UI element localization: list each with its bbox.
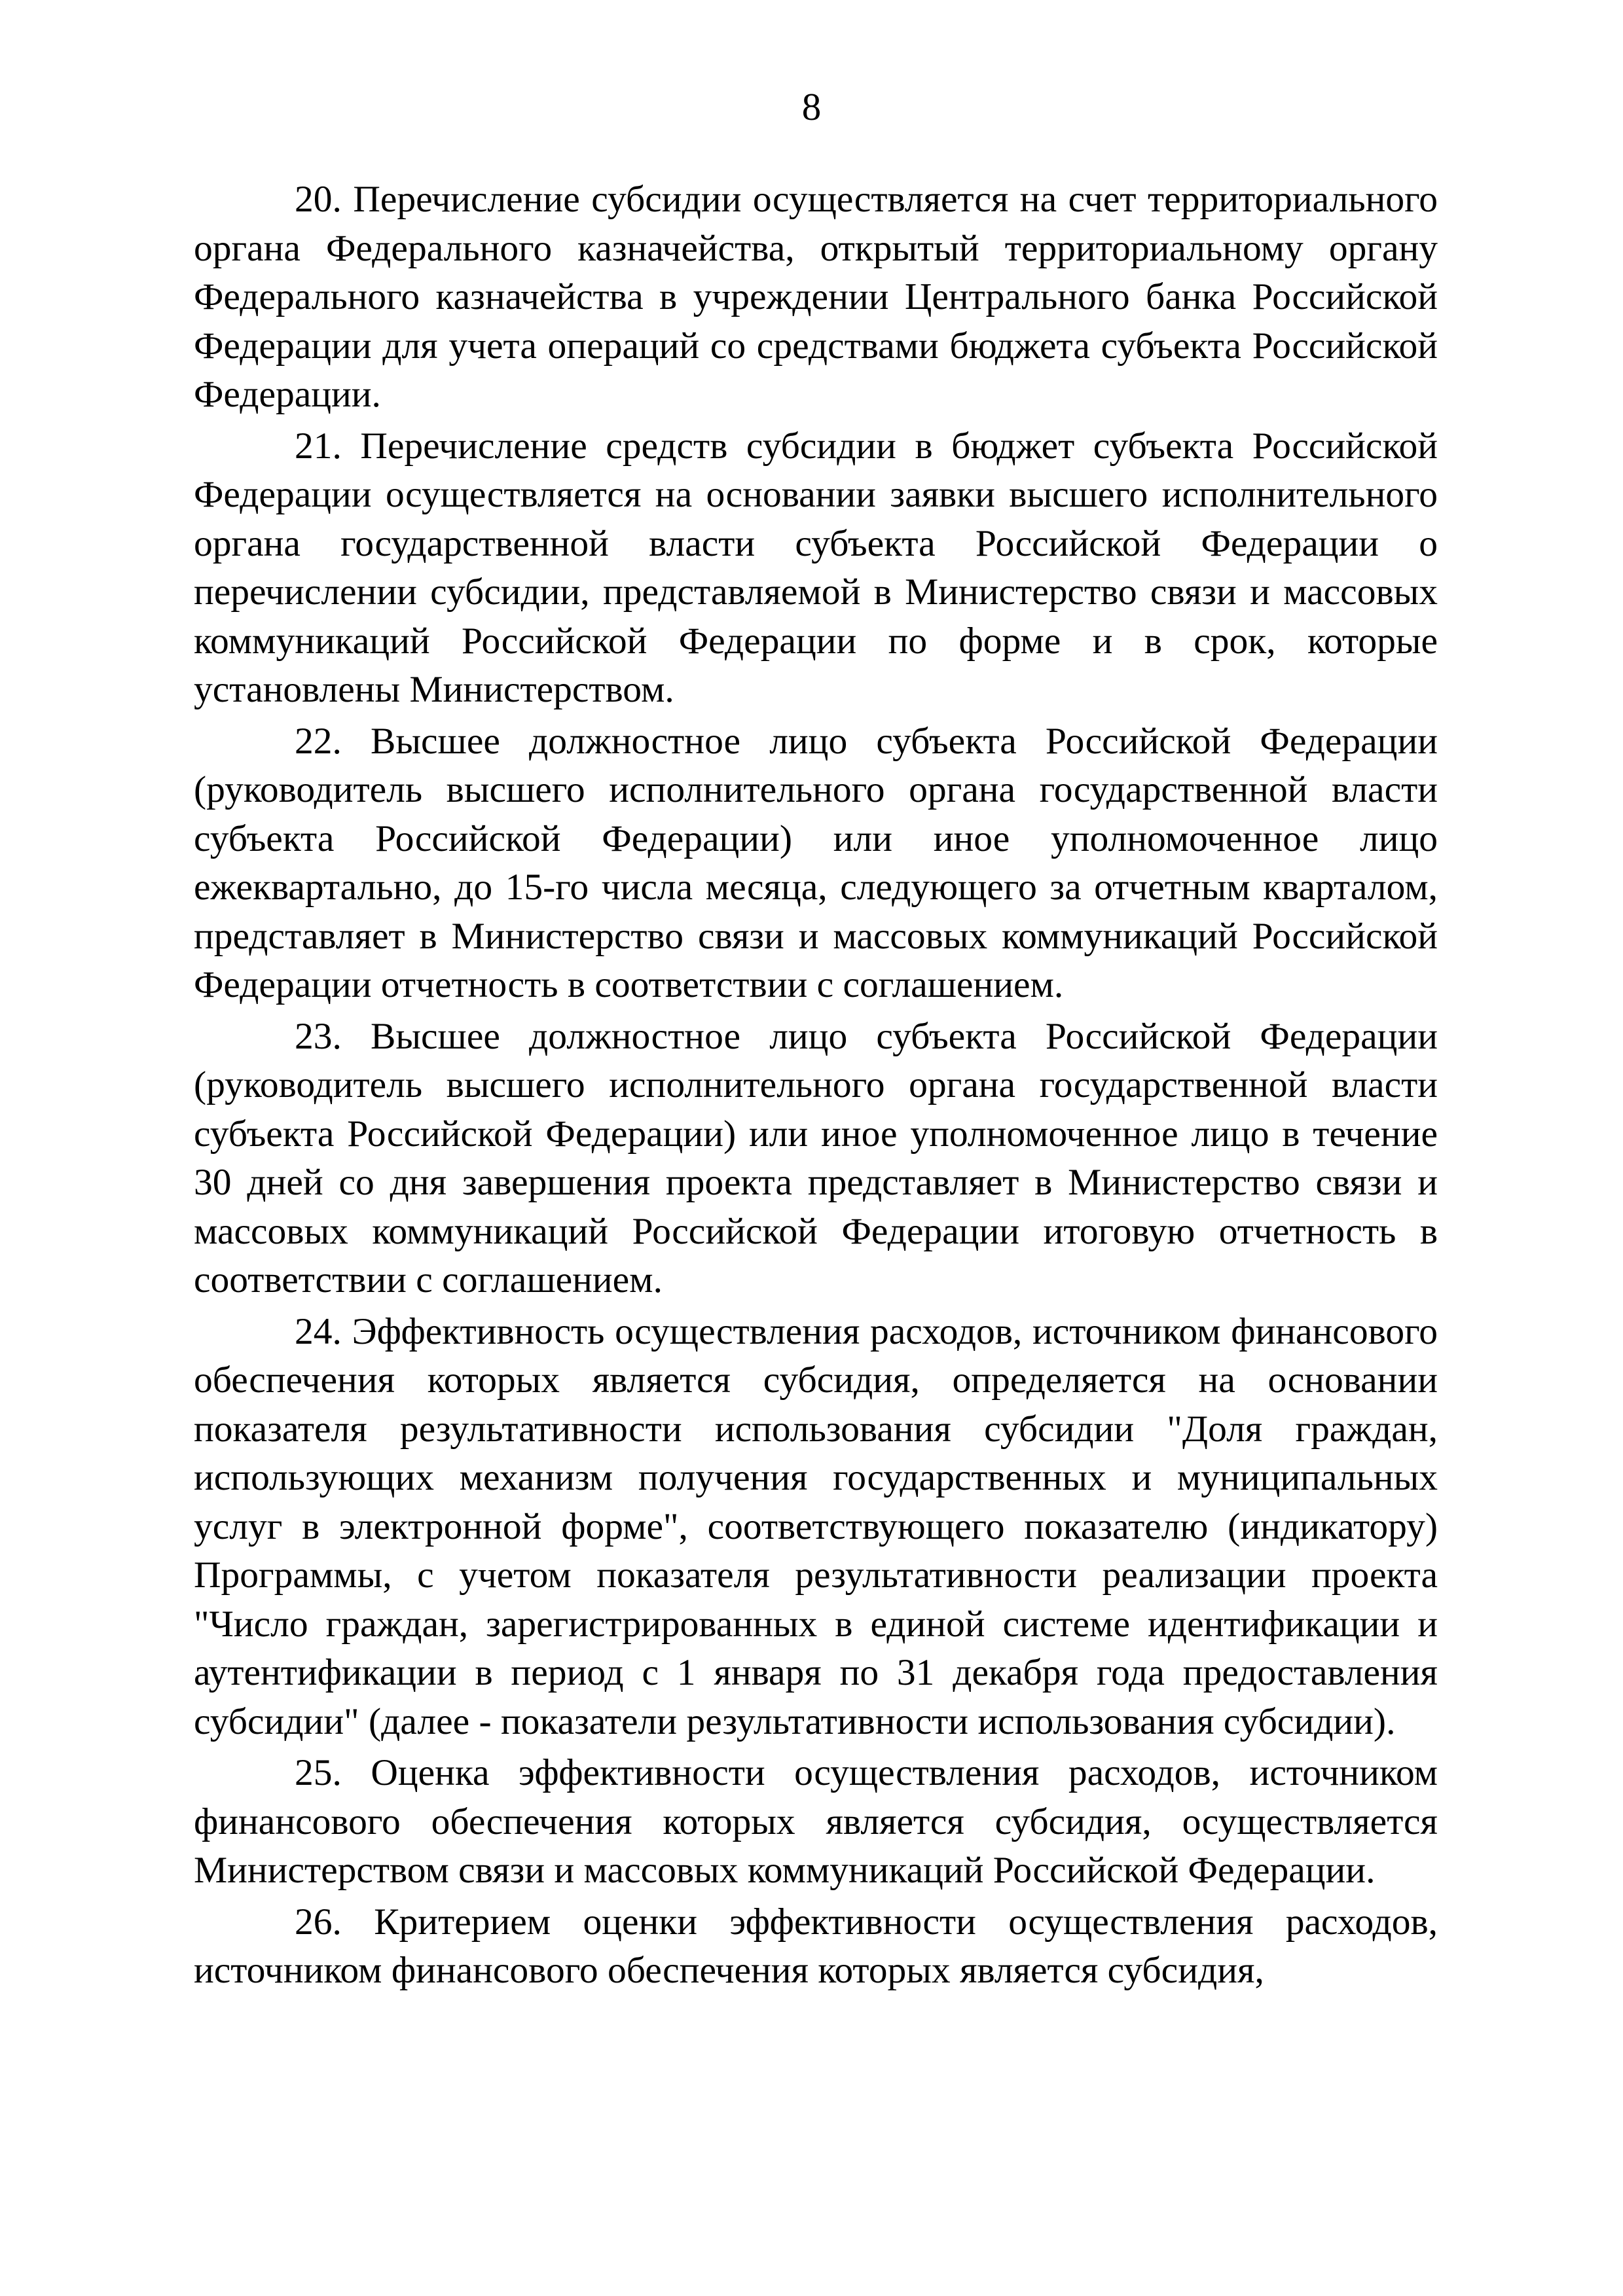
document-body bbox=[194, 175, 1438, 1998]
paragraph-23: 23. Высшее должностное лицо субъекта Российской Федерации (руководитель высшего исполнительного органа государственной власти субъекта Российской Федерации) или иное уполномоченное лицо в течение 30 дней со дня завершения проекта представляет в Министерство связи и массовых коммуникаций Российской Федерации итоговую отчетность в соответствии с соглашением. bbox=[194, 1015, 1438, 1300]
paragraph-26: 26. Критерием оценки эффективности осуществления расходов, источником финансового обеспечения которых является субсидия, bbox=[194, 1901, 1438, 1991]
page-number: 8 bbox=[801, 85, 822, 128]
paragraph-24: 24. Эффективность осуществления расходов, источником финансового обеспечения которых является субсидия, определяется на основании показателя результативности использования субсидии "Доля граждан, использующих механизм получения государственных и муниципальных услуг в электронной форме", соответствующего показателю (индикатору) Программы, с учетом показателя результативности реализации проекта "Число граждан, зарегистрированных в единой системе идентификации и аутентификации в период с 1 января по 31 декабря года предоставления субсидии" (далее - показатели результативности использования субсидии). bbox=[194, 1310, 1438, 1742]
paragraph-22: 22. Высшее должностное лицо субъекта Российской Федерации (руководитель высшего исполнительного органа государственной власти субъекта Российской Федерации) или иное уполномоченное лицо ежеквартально, до 15-го числа месяца, следующего за отчетным кварталом, представляет в Министерство связи и массовых коммуникаций Российской Федерации отчетность в соответствии с соглашением. bbox=[194, 720, 1438, 1005]
paragraph-25: 25. Оценка эффективности осуществления расходов, источником финансового обеспечения которых является субсидия, осуществляется Министерством связи и массовых коммуникаций Российской Федерации. bbox=[194, 1752, 1438, 1891]
paragraph-20: 20. Перечисление субсидии осуществляется на счет территориального органа Федерального казначейства, открытый территориальному органу Федерального казначейства в учреждении Центрального банка Российской Федерации для учета операций со средствами бюджета субъекта Российской Федерации. bbox=[194, 179, 1438, 415]
paragraph-21: 21. Перечисление средств субсидии в бюджет субъекта Российской Федерации осуществляется на основании заявки высшего исполнительного органа государственной власти субъекта Российской Федерации о перечислении субсидии, представляемой в Министерство связи и массовых коммуникаций Российской Федерации по форме и в срок, которые установлены Министерством. bbox=[194, 425, 1438, 710]
